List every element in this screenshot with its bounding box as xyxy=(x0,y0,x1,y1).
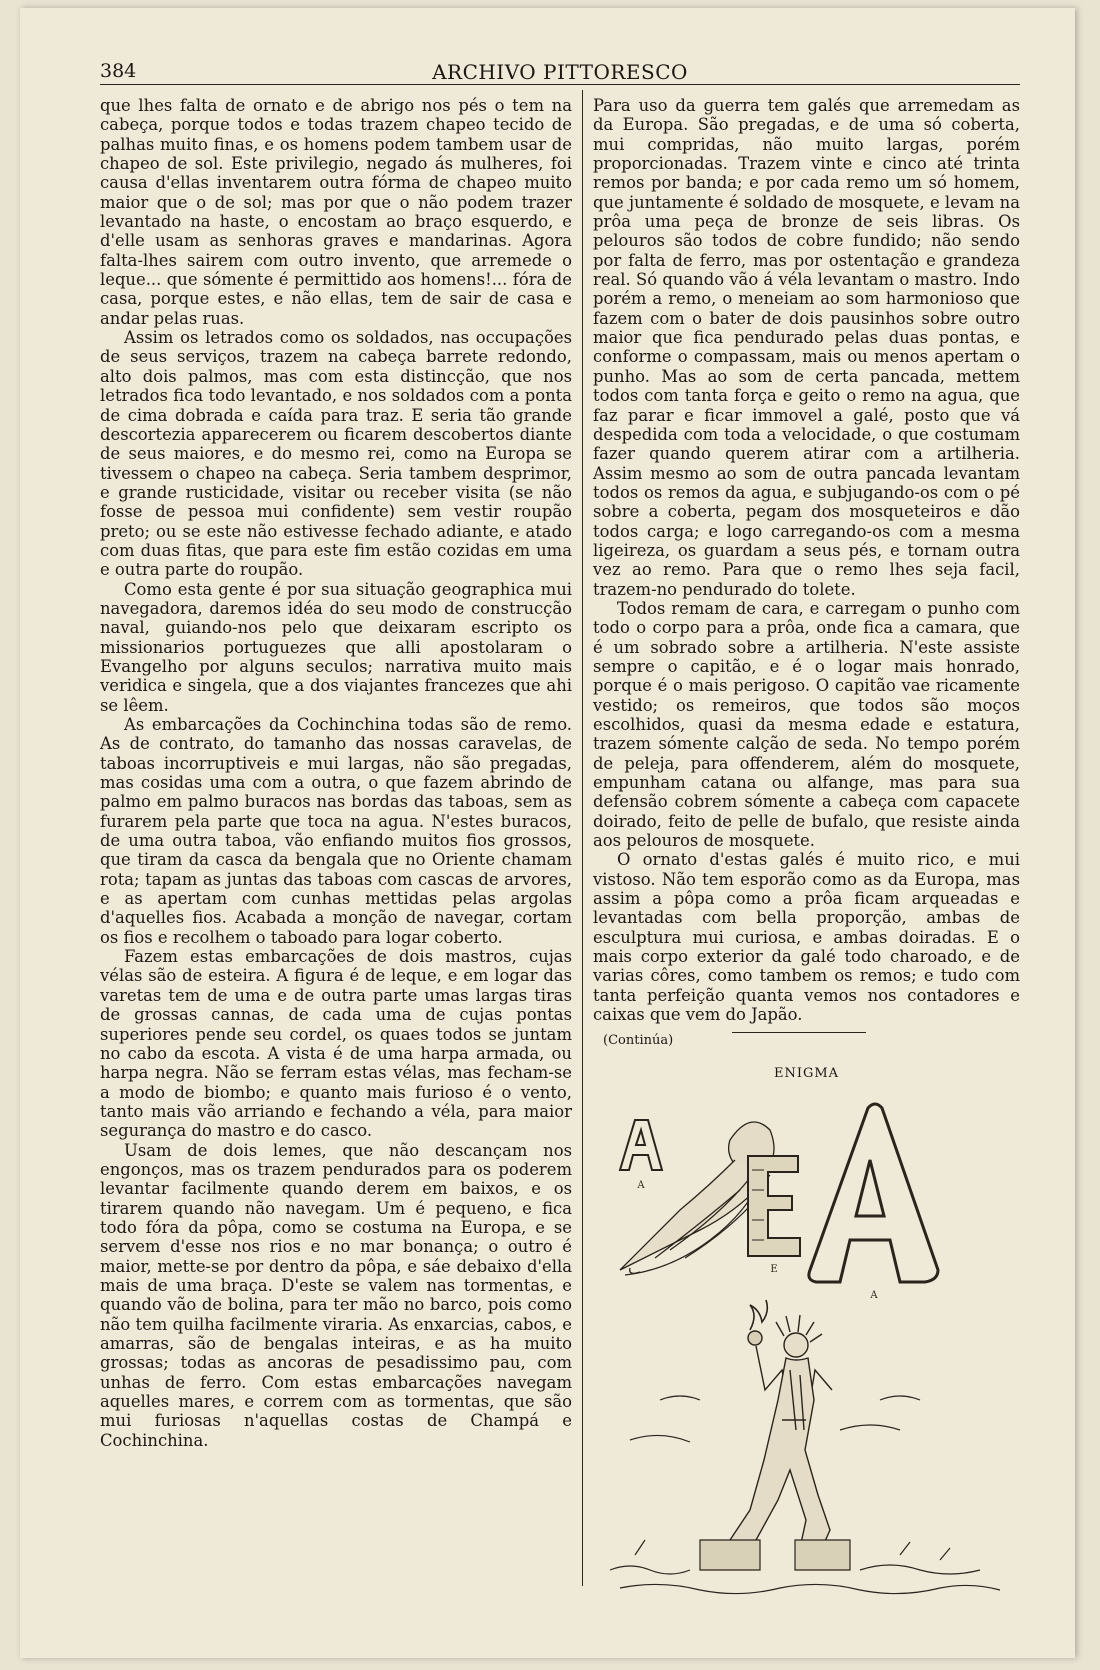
letter-a-small xyxy=(620,1120,662,1191)
colossus-figure xyxy=(726,1300,832,1552)
section-end-rule xyxy=(732,1032,866,1033)
letter-a-large xyxy=(809,1104,938,1301)
journal-title: ARCHIVO PITTORESCO xyxy=(432,60,688,84)
paragraph: Fazem estas embarcações de dois mastros, cujas vélas são de esteira. A figura é de leque, e em logar das varetas tem de uma e de outra parte umas largas tiras de grossas cannas, de cada uma de cujas pontas superiores pende seu cordel, os quaes todos se juntam no cabo da escota. A vista é de uma harpa armada, ou harpa negra. Não se ferram estas vélas, mas fecham-se a modo de biombo; e quanto mais furioso é o vento, tanto mais vão arriando e fechando a véla, para maior segurança do mastro e do casco. xyxy=(100,947,572,1141)
continua-note: (Continúa) xyxy=(603,1032,674,1048)
enigma-letter-3: A xyxy=(870,1290,878,1301)
paragraph: O ornato d'estas galés é muito rico, e mui vistoso. Não tem esporão como as da Europa, mas assim a pôpa como a prôa ficam arqueadas e levantadas com bella proporção, ambas de esculptura mui curiosa, e ambas doiradas. E o mais corpo exterior da galé todo charoado, e de varias côres, como tambem os remos; e tudo com tanta perfeição quanta vemos nos contadores e caixas que vem do Japão. xyxy=(593,850,1020,1025)
paragraph: Assim os letrados como os soldados, nas occupações de seus serviços, trazem na cabeça barrete redondo, alto dois palmos, mas com esta distincção, que nos letrados fica todo levantado, e nos soldados com a ponta de cima dobrada e caída para traz. E seria tão grande descortezia apparecerem ou ficarem descobertos diante de seus maiores, e do mesmo rei, como na Europa se tivessem o chapeo na cabeça. Seria tambem desprimor, e grande rusticidade, visitar ou receber visita (se não fosse de pessoa mui confidente) sem vestir roupão preto; ou se este não estivesse fechado adiante, e atado com duas fitas, que para este fim estão cozidas em uma e outra parte do roupão. xyxy=(100,328,572,580)
enigma-title: ENIGMA xyxy=(773,1066,840,1081)
paragraph: As embarcações da Cochinchina todas são de remo. As de contrato, do tamanho das nossas caravelas, de taboas incorruptiveis e mui largas, não são pregadas, mas cosidas uma com a outra, o que fazem abrindo de palmo em palmo buracos nas bordas das taboas, sem as furarem pela parte que toca na agua. N'estes buracos, de uma outra taboa, vão enfiando muitos fios grossos, que tiram da casca da bengala que no Oriente chamam rota; tapam as juntas das taboas com cascas de arvores, e as apertam com cunhas mettidas pelas argolas d'aquelles fios. Acabada a monção de navegar, cortam os fios e recolhem o taboado para logar coberto. xyxy=(100,715,572,947)
enigma-letter-2: E xyxy=(770,1264,778,1275)
left-column xyxy=(100,96,572,1450)
header-rule xyxy=(100,84,1020,85)
right-column xyxy=(593,96,1020,1050)
letter-e-ornate xyxy=(748,1156,800,1275)
column-divider xyxy=(582,90,583,1586)
enigma-illustration xyxy=(600,1100,1020,1600)
newspaper-page xyxy=(20,8,1075,1658)
paragraph: Para uso da guerra tem galés que arremedam as da Europa. São pregadas, e de uma só coberta, mui compridas, não muito largas, porém proporcionadas. Trazem vinte e cinco até trinta remos por banda; e por cada remo um só homem, que juntamente é soldado de mosquete, e levam na prôa uma peça de bronze de seis libras. Os pelouros são todos de cobre fundido; não sendo por falta de ferro, mas por ostentação e grandeza real. Só quando vão á véla levantam o mastro. Indo porém a remo, o meneiam ao som harmonioso que fazem com o bater de dois pausinhos sobre outro maior que fica pendurado pelas duas pontas, e conforme o compassam, mais ou menos apertam o punho. Mas ao som de certa pancada, mettem todos com tanta força e geito o remo na agua, que faz parar e ficar immovel a galé, posto que vá despedida com toda a velocidade, o que costumam fazer quando querem atirar com a artilheria. Assim mesmo ao som de outra pancada levantam todos os remos da agua, e subjugando-os com o pé sobre a coberta, pegam dos mosqueteiros e dão todos carga; e logo carregando-os com a mesma ligeireza, os guardam a seus pés, e tornam outra vez ao remo. Para que o remo lhes seja facil, trazem-no pendurado do tolete. xyxy=(593,96,1020,599)
enigma-letter-1: A xyxy=(637,1180,645,1191)
paragraph: Usam de dois lemes, que não descançam nos engonços, mas os trazem pendurados para os poderem levantar facilmente quando derem em baixos, e os tirarem quando não navegam. Um é pequeno, e fica todo fóra da pôpa, como se costuma na Europa, e se servem d'esse nos rios e no mar bonança; o outro é maior, mette-se por dentro da pôpa, e sáe debaixo d'ella mais de uma braça. D'este se valem nas tormentas, e quando vão de bolina, para ter mão no barco, pois como não tem quilha facilmente viraria. As enxarcias, cabos, e amarras, são de bengalas inteiras, e as ha muito grossas; todas as ancoras de pesadissimo pau, com unhas de ferro. Com estas embarcações navegam aquelles mares, e correm com as tormentas, que são mui furiosas n'aquellas costas de Champá e Cochinchina. xyxy=(100,1140,572,1450)
paragraph: Todos remam de cara, e carregam o punho com todo o corpo para a prôa, onde fica a camara, que é um sobrado sobre a artilheria. N'este assiste sempre o capitão, e é o logar mais honrado, porque é o mais perigoso. O capitão vae ricamente vestido; os remeiros, que todos são moços escolhidos, quasi da mesma edade e estatura, trazem sómente calção de seda. No tempo porém de peleja, para offenderem, além do mosquete, empunham catana ou alfange, mas para sua defensão cobrem sómente a cabeça com capacete doirado, feito de pelle de bufalo, que resiste ainda aos pelouros de mosquete. xyxy=(593,598,1020,851)
page-number: 384 xyxy=(100,60,137,82)
paragraph: que lhes falta de ornato e de abrigo nos pés o tem na cabeça, porque todos e todas trazem chapeo tecido de palhas muito finas, e os homens podem tambem usar de chapeo de sol. Este privilegio, negado ás mulheres, foi causa d'ellas inventarem outra fórma de chapeo muito maior que o de sol; mas por que o não podem trazer levantado na haste, o encostam ao braço esquerdo, e d'elle usam as senhoras graves e mandarinas. Agora falta-lhes sairem com outro invento, que arremede o leque... que sómente é permittido aos homens!... fóra de casa, porque estes, e não ellas, tem de sair de casa e andar pelas ruas. xyxy=(100,96,572,328)
paragraph: Como esta gente é por sua situação geographica mui navegadora, daremos idéa do seu modo de construcção naval, guiando-nos pelo que deixaram escripto os missionarios portuguezes que alli apostolaram o Evangelho por alguns seculos; narrativa muito mais veridica e singela, que a dos viajantes francezes que ahi se lêem. xyxy=(100,579,572,715)
